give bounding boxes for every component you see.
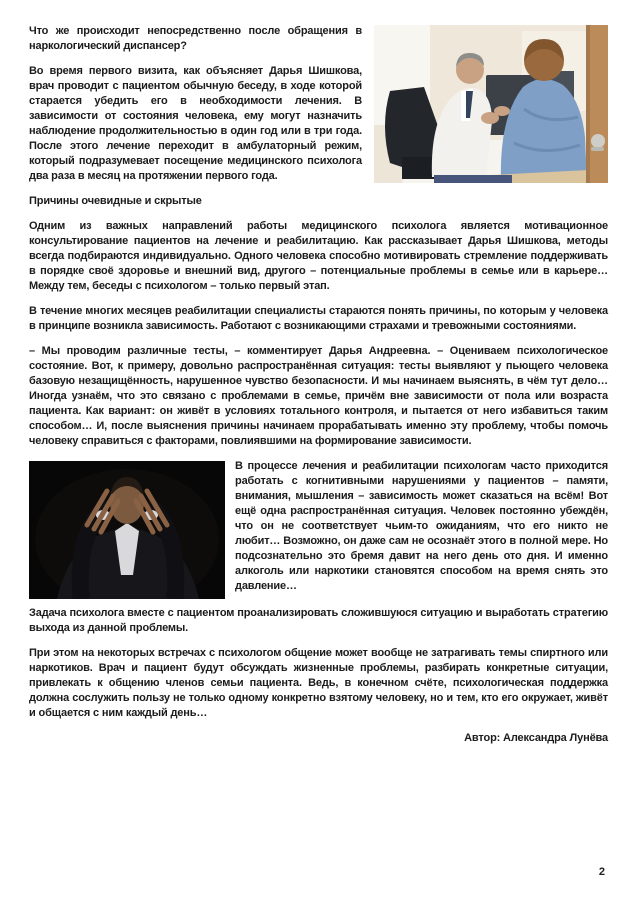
doctor-patient-photo: [374, 25, 608, 183]
motivation-paragraph: Одним из важных направлений работы медицинского психолога является мотивационное консультирование пациентов на лечение и реабилитацию. Как рассказывает Дарья Шишкова, методы всегда подбираются индивидуально. Одного человека способно мотивировать стремление поддерживать в порядке своё здоровье и внешний вид, другого – потенциальные проблемы в семье или в карьере… Между тем, беседы с психологом – только первый этап.: [29, 220, 608, 292]
cognitive-paragraph: В процессе лечения и реабилитации психологам часто приходится работать с когнитивными нарушениями у пациентов – памяти, внимания, мышления – зависимость может сказаться на всём! Вот ещё одна распространённая ситуация. Человек постоянно убеждён, что он не соответствует чьим-то ожиданиям, что его никто не любит… Возможно, он даже сам не осознаёт этого в полной мере. Но подсознательно это бремя давит на него день ото дня. И именно алкоголь или наркотики становятся способом на время снять это давление…: [235, 460, 608, 592]
task-paragraph: Задача психолога вместе с пациентом проанализировать сложившуюся ситуацию и выработать стратегию выхода из данной проблемы.: [29, 607, 608, 634]
page-number: 2: [598, 866, 605, 878]
rehab-months-paragraph: В течение многих месяцев реабилитации специалисты стараются понять причины, по которым у человека в принципе возникла зависимость. Работают с возникающими страхами и тревожными состояниями.: [29, 305, 608, 332]
author-credit: Автор: Александра Лунёва: [464, 732, 608, 744]
stressed-man-photo: [29, 461, 225, 599]
causes-subheading: Причины очевидные и скрытые: [29, 195, 202, 207]
cognitive-paragraph-block: [29, 459, 608, 594]
meetings-paragraph: При этом на некоторых встречах с психологом общение может вообще не затрагивать темы спиртного или наркотиков. Врач и пациент будут обсуждать жизненные проблемы, разбирать конкретные ситуации, привлекать к общению членов семьи пациента. Ведь, в конечном счёте, психологическая поддержка должна сослужить пользу не только одному конкретно взятому человеку, но и тем, кто его окружает, живёт и общается с ним каждый день…: [29, 647, 608, 719]
first-visit-paragraph: Во время первого визита, как объясняет Дарья Шишкова, врач проводит с пациентом обычную беседу, в ходе которой старается убедить его в необходимости лечения. В зависимости от состояния человека, ему могут назначить наблюдение продолжительностью в один год или в три года. После этого лечение переходит в амбулаторный режим, который подразумевает посещение медицинского психолога два раза в месяц на протяжении первого года.: [29, 65, 362, 182]
article-body: [29, 24, 608, 746]
intro-question: Что же происходит непосредственно после обращения в наркологический диспансер?: [29, 25, 362, 52]
tests-quote-paragraph: – Мы проводим различные тесты, – комментирует Дарья Андреевна. – Оцениваем психологическое состояние. Вот, к примеру, довольно распространённая ситуация: тесты выявляют у пьющего человека базовую незащищённость, нарушенное чувство безопасности. И мы начинаем выяснять, в чём тут дело… Иногда узнаём, что это связано с проблемами в семье, причём вне зависимости от пола или возраста пациента. Как вариант: он живёт в условиях тотального контроля, и пытается от него избавиться таким способом… И, после выяснения причины начинаем прорабатывать именно эту проблему, чтобы помочь человеку справиться с факторами, повлиявшими на формирование зависимости.: [29, 345, 608, 447]
